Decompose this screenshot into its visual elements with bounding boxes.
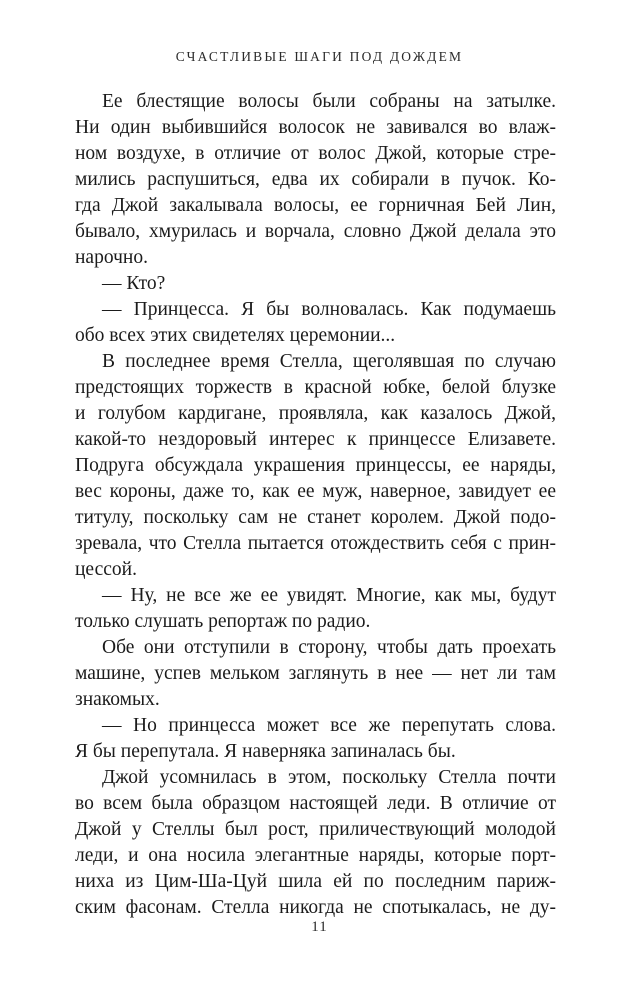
text-line: вес короны, даже то, как ее муж, наверное, завидует ее	[75, 481, 556, 502]
text-line: В последнее время Стелла, щеголявшая по случаю	[102, 351, 556, 372]
text-line: — Но принцесса может все же перепутать слова.	[102, 715, 556, 736]
text-line: во всем была образцом настоящей леди. В отличие от	[75, 793, 556, 814]
text-line: титулу, поскольку сам не станет королем. Джой подо-	[75, 507, 556, 528]
text-line: бывало, хмурилась и ворчала, словно Джой делала это	[75, 221, 556, 242]
text-line: — Принцесса. Я бы волновалась. Как подумаешь	[102, 299, 556, 320]
text-line: зревала, что Стелла пытается отождествить себя с прин-	[75, 533, 556, 554]
text-line: ским фасонам. Стелла никогда не спотыкалась, не ду-	[75, 897, 556, 918]
text-line: ниха из Цим-Ша-Цуй шила ей по последним париж-	[75, 871, 556, 892]
running-head: СЧАСТЛИВЫЕ ШАГИ ПОД ДОЖДЕМ	[175, 49, 464, 64]
text-line: нарочно.	[75, 247, 148, 268]
page-number: 11	[311, 919, 328, 935]
text-line: Ее блестящие волосы были собраны на затылке.	[102, 91, 556, 112]
text-line: какой-то нездоровый интерес к принцессе Елизавете.	[75, 429, 556, 450]
text-line: Ни один выбившийся волосок не завивался во влаж-	[75, 117, 556, 138]
text-line: предстоящих торжеств в красной юбке, белой блузке	[75, 377, 556, 398]
text-line: Подруга обсуждала украшения принцессы, ее наряды,	[75, 455, 556, 476]
text-line: — Кто?	[102, 273, 166, 294]
body-text	[75, 89, 556, 921]
text-line: Обе они отступили в сторону, чтобы дать проехать	[102, 637, 556, 658]
text-line: и голубом кардигане, проявляла, как казалось Джой,	[75, 403, 556, 424]
text-line: ном воздухе, в отличие от волос Джой, которые стре-	[75, 143, 556, 164]
text-line: машине, успев мельком заглянуть в нее — нет ли там	[75, 663, 556, 684]
text-line: обо всех этих свидетелях церемонии...	[75, 325, 396, 346]
text-line: цессой.	[75, 559, 137, 580]
text-line: леди, и она носила элегантные наряды, которые порт-	[75, 845, 556, 866]
text-line: Джой усомнилась в этом, поскольку Стелла почти	[102, 767, 556, 788]
text-line: знакомых.	[75, 689, 160, 710]
text-line: только слушать репортаж по радио.	[75, 611, 371, 632]
text-line: Я бы перепутала. Я наверняка запиналась бы.	[75, 741, 456, 762]
text-line: мились распушиться, едва их собирали в пучок. Ко-	[75, 169, 556, 190]
text-line: Джой у Стеллы был рост, приличествующий молодой	[75, 819, 556, 840]
text-line: гда Джой закалывала волосы, ее горничная Бей Лин,	[75, 195, 556, 216]
text-line: — Ну, не все же ее увидят. Многие, как мы, будут	[102, 585, 556, 606]
